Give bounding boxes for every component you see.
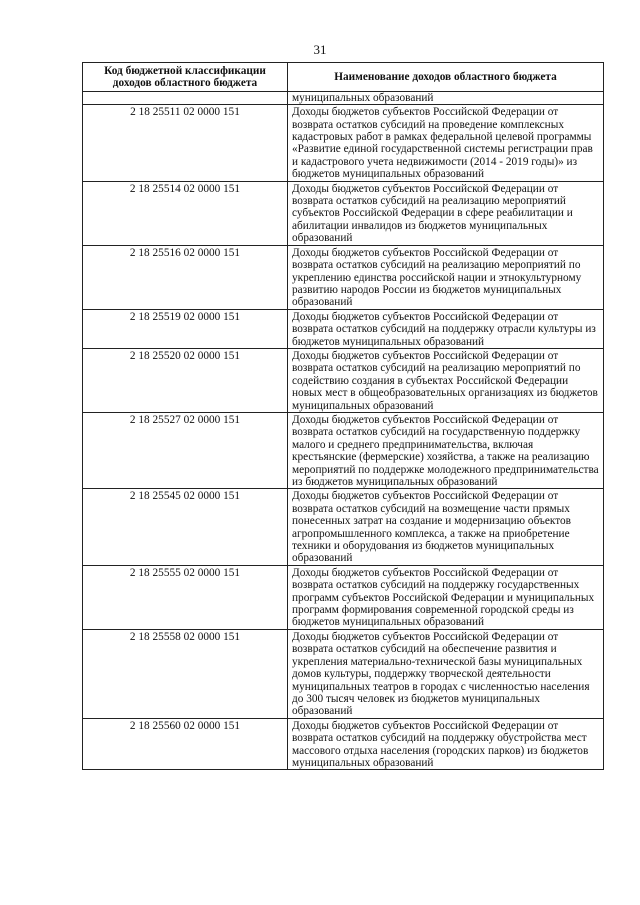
budget-code: 2 18 25545 02 0000 151 [83,489,288,565]
income-description: Доходы бюджетов субъектов Российской Федерации от возврата остатков субсидий на поддержку обустройства мест массового отдыха населения (городских парков) из бюджетов муниципальных образований [288,718,604,770]
continuation-text: муниципальных образований [288,91,604,104]
budget-code: 2 18 25520 02 0000 151 [83,348,288,412]
income-description: Доходы бюджетов субъектов Российской Федерации от возврата остатков субсидий на обеспечение развития и укрепления материально-технической базы муниципальных домов культуры, поддержку творческой деятельности муниципальных театров в городах с численностью населения до 300 тысяч человек из бюджетов муниципальных образований [288,629,604,718]
income-description: Доходы бюджетов субъектов Российской Федерации от возврата остатков субсидий на реализацию мероприятий субъектов Российской Федерации в сфере реабилитации и абилитации инвалидов из бюджетов муниципальных образований [288,181,604,245]
table-row [83,105,604,181]
table-row [83,718,604,770]
table-row [83,565,604,629]
table-row [83,181,604,245]
budget-code: 2 18 25560 02 0000 151 [83,718,288,770]
budget-code: 2 18 25511 02 0000 151 [83,105,288,181]
budget-code: 2 18 25519 02 0000 151 [83,309,288,348]
income-description: Доходы бюджетов субъектов Российской Федерации от возврата остатков субсидий на поддержку отрасли культуры из бюджетов муниципальных образований [288,309,604,348]
continuation-code-cell [83,91,288,104]
table-row [83,348,604,412]
budget-classification-table [82,62,604,770]
income-description: Доходы бюджетов субъектов Российской Федерации от возврата остатков субсидий на поддержку государственных программ субъектов Российской Федерации и муниципальных программ формирования современной городской среды из бюджетов муниципальных образований [288,565,604,629]
budget-code: 2 18 25516 02 0000 151 [83,245,288,309]
income-description: Доходы бюджетов субъектов Российской Федерации от возврата остатков субсидий на реализацию мероприятий по содействию создания в субъектах Российской Федерации новых мест в общеобразовательных организациях из бюджетов муниципальных образований [288,348,604,412]
table-row [83,489,604,565]
table-row [83,629,604,718]
page-number: 31 [313,42,327,57]
income-description: Доходы бюджетов субъектов Российской Федерации от возврата остатков субсидий на государственную поддержку малого и среднего предпринимательства, включая крестьянские (фермерские) хозяйства, а также на реализацию мероприятий по поддержке молодежного предпринимательства из бюджетов муниципальных образований [288,412,604,488]
income-description: Доходы бюджетов субъектов Российской Федерации от возврата остатков субсидий на реализацию мероприятий по укреплению единства российской нации и этнокультурному развитию народов России из бюджетов муниципальных образований [288,245,604,309]
income-description: Доходы бюджетов субъектов Российской Федерации от возврата остатков субсидий на проведение комплексных кадастровых работ в рамках федеральной целевой программы «Развитие единой государственной системы регистрации прав и кадастрового учета недвижимости (2014 - 2019 годы)» из бюджетов муниципальных образований [288,105,604,181]
income-description: Доходы бюджетов субъектов Российской Федерации от возврата остатков субсидий на возмещение части прямых понесенных затрат на создание и модернизацию объектов агропромышленного комплекса, а также на приобретение техники и оборудования из бюджетов муниципальных образований [288,489,604,565]
budget-code: 2 18 25558 02 0000 151 [83,629,288,718]
header-name: Наименование доходов областного бюджета [288,63,604,92]
table-row [83,309,604,348]
table-row [83,412,604,488]
continuation-row [83,91,604,104]
header-code: Код бюджетной классификации доходов областного бюджета [83,63,288,92]
budget-code: 2 18 25555 02 0000 151 [83,565,288,629]
table-header-row [83,63,604,92]
budget-code: 2 18 25527 02 0000 151 [83,412,288,488]
table-row [83,245,604,309]
budget-code: 2 18 25514 02 0000 151 [83,181,288,245]
